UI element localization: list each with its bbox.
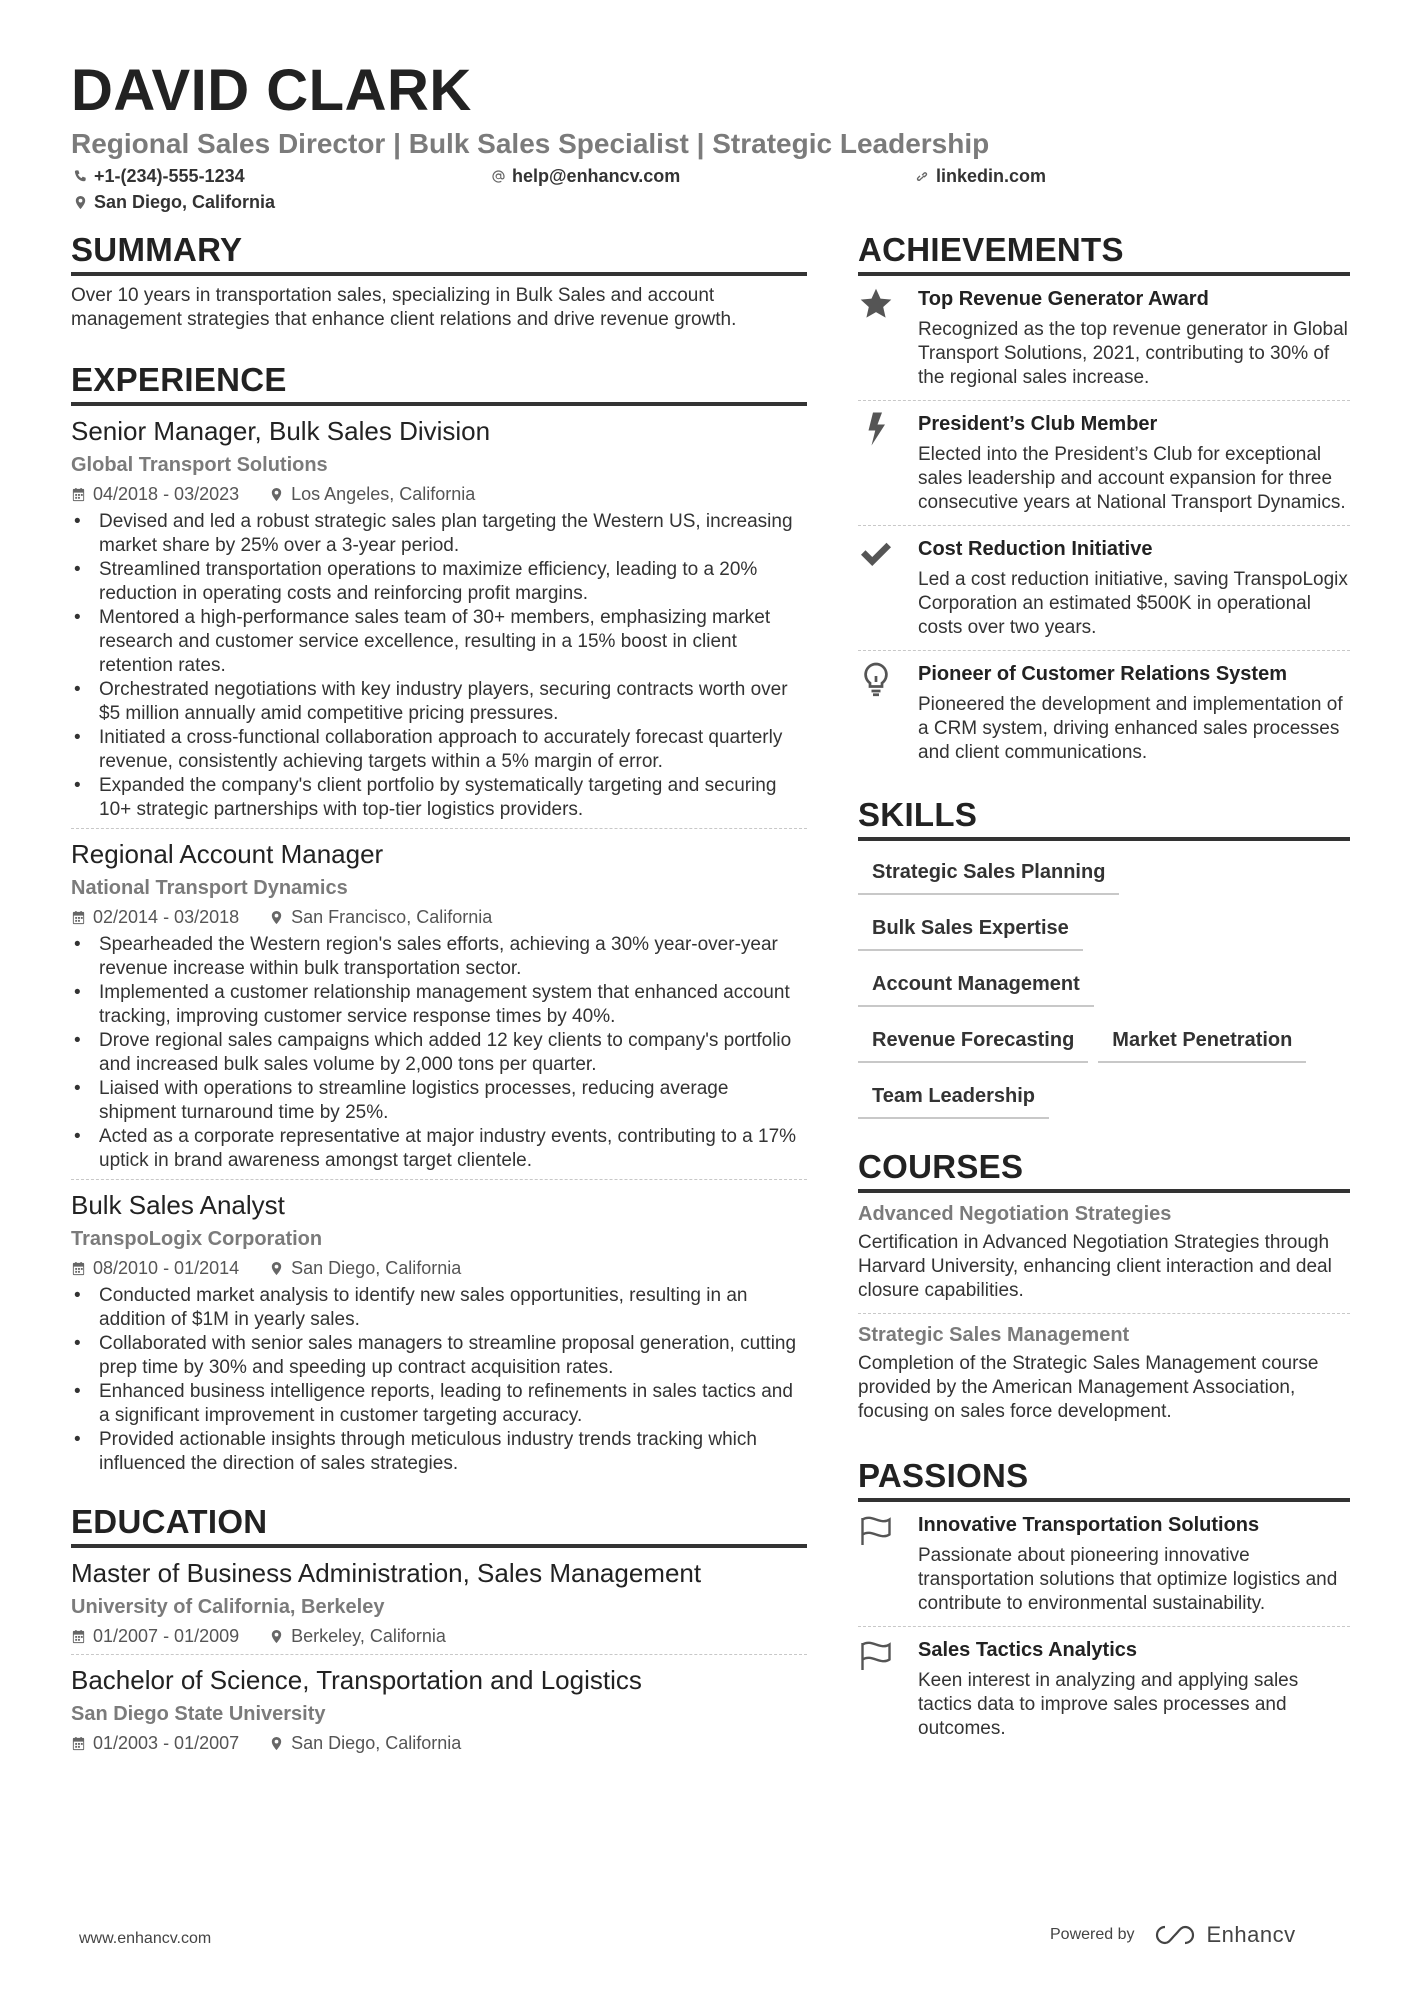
course-item [858, 1314, 1350, 1434]
degree-title: Master of Business Administration, Sales Management [71, 1558, 702, 1588]
education-entry [71, 1548, 807, 1655]
section-heading: PASSIONS [858, 1456, 1350, 1502]
bullet-item: • Conducted market analysis to identify new sales opportunities, resulting in an addition of $1M in yearly sales. [71, 1284, 807, 1332]
achievement-item [858, 651, 1350, 775]
education-meta [71, 1731, 807, 1755]
job-title: Bulk Sales Analyst [71, 1190, 285, 1220]
education-location [269, 1624, 446, 1648]
location-pin-icon [269, 1629, 284, 1644]
passion-item [858, 1627, 1350, 1751]
lightning-icon [858, 411, 894, 447]
calendar-icon [71, 910, 86, 925]
achievement-title: Cost Reduction Initiative [918, 538, 1153, 560]
location-pin-icon [269, 910, 284, 925]
footer-website[interactable]: www.enhancv.com [79, 1930, 212, 1947]
job-entry [71, 406, 807, 829]
education-entry [71, 1655, 807, 1761]
school-name: University of California, Berkeley [71, 1596, 385, 1618]
achievement-icon [858, 286, 918, 390]
achievement-icon [858, 536, 918, 640]
achievement-title: President’s Club Member [918, 413, 1158, 435]
phone-icon [73, 169, 88, 184]
achievement-item [858, 401, 1350, 526]
job-entry [71, 1180, 807, 1482]
job-entry [71, 829, 807, 1180]
bullet-item: • Expanded the company's client portfolio by systematically targeting and securing 10+ strategic partnerships with top-tier logistics providers. [71, 774, 807, 822]
passion-icon [858, 1637, 918, 1741]
dates-text: 01/2007 - 01/2009 [93, 1626, 240, 1646]
footer-brand [1050, 1922, 1296, 1948]
dates-text: 08/2010 - 01/2014 [93, 1258, 240, 1278]
summary-text: Over 10 years in transportation sales, specializing in Bulk Sales and account management strategies that enhance client relations and drive revenue growth. [71, 285, 737, 330]
bullet-item: • Initiated a cross-functional collaboration approach to accurately forecast quarterly revenue, consistently achieving targets within a 5% margin of error. [71, 726, 807, 774]
location-text: Los Angeles, California [291, 484, 476, 504]
section-heading: SUMMARY [71, 230, 807, 276]
bullet-item: • Mentored a high-performance sales team of 30+ members, emphasizing market research and customer service excellence, resulting in a 15% boost in client retention rates. [71, 606, 807, 678]
bullet-item: • Liaised with operations to streamline logistics processes, reducing average shipment turnaround time by 25%. [71, 1077, 807, 1125]
job-bullets [71, 933, 807, 1173]
skills-list [858, 853, 1350, 1133]
bullet-item: • Enhanced business intelligence reports, leading to refinements in sales tactics and a significant improvement in customer targeting accuracy. [71, 1380, 807, 1428]
enhancv-logo[interactable] [1153, 1922, 1296, 1948]
calendar-icon [71, 1261, 86, 1276]
location-text: Berkeley, California [291, 1626, 446, 1646]
job-location [269, 905, 492, 929]
job-bullets [71, 1284, 807, 1476]
email-address[interactable]: help@enhancv.com [512, 166, 681, 186]
education-dates [71, 1624, 239, 1648]
left-column [71, 230, 807, 1761]
contact-location [73, 192, 275, 213]
course-item [858, 1193, 1350, 1314]
achievement-item [858, 276, 1350, 401]
passions-section [858, 1456, 1350, 1751]
brand-name: Enhancv [1206, 1922, 1296, 1947]
linkedin-url[interactable]: linkedin.com [936, 166, 1047, 186]
education-meta [71, 1624, 807, 1648]
candidate-title: Regional Sales Director | Bulk Sales Specialist | Strategic Leadership [71, 128, 990, 159]
course-desc: Completion of the Strategic Sales Management course provided by the American Management Association, focusing on sales force development. [858, 1353, 1319, 1422]
job-title: Senior Manager, Bulk Sales Division [71, 416, 491, 446]
skill-tag: Team Leadership [858, 1077, 1049, 1119]
skill-tag: Revenue Forecasting [858, 1021, 1088, 1063]
bullet-item: • Orchestrated negotiations with key industry players, securing contracts worth over $5 million annually amid competitive pricing pressures. [71, 678, 807, 726]
skill-tag: Account Management [858, 965, 1094, 1007]
education-location [269, 1731, 461, 1755]
achievement-title: Pioneer of Customer Relations System [918, 663, 1287, 685]
achievement-desc: Led a cost reduction initiative, saving TranspoLogix Corporation an estimated $500K in operational costs over two years. [918, 569, 1348, 638]
company-name: National Transport Dynamics [71, 877, 348, 899]
calendar-icon [71, 487, 86, 502]
section-heading: EXPERIENCE [71, 360, 807, 406]
job-meta [71, 1256, 807, 1280]
section-heading: EDUCATION [71, 1502, 807, 1548]
job-dates [71, 1256, 239, 1280]
bullet-item: • Streamlined transportation operations to maximize efficiency, leading to a 20% reduction in operating costs and reinforcing profit margins. [71, 558, 807, 606]
job-meta [71, 482, 807, 506]
location-pin-icon [269, 1261, 284, 1276]
bullet-item: • Implemented a customer relationship management system that enhanced account tracking, improving customer service response times by 40%. [71, 981, 807, 1029]
summary-section [71, 230, 807, 332]
achievement-desc: Recognized as the top revenue generator in Global Transport Solutions, 2021, contributing to 30% of the regional sales increase. [918, 319, 1348, 388]
location-text: San Francisco, California [291, 907, 493, 927]
bullet-item: • Spearheaded the Western region's sales efforts, achieving a 30% year-over-year revenue increase within bulk transportation sector. [71, 933, 807, 981]
job-location [269, 482, 475, 506]
location-pin-icon [269, 487, 284, 502]
achievement-desc: Pioneered the development and implementation of a CRM system, driving enhanced sales processes and client communications. [918, 694, 1343, 763]
passion-title: Innovative Transportation Solutions [918, 1514, 1260, 1536]
school-name: San Diego State University [71, 1703, 326, 1725]
contact-phone [73, 166, 245, 187]
achievement-desc: Elected into the President’s Club for exceptional sales leadership and account expansion for three consecutive years at National Transport Dynamics. [918, 444, 1346, 513]
bullet-item: • Provided actionable insights through meticulous industry trends tracking which influenced the direction of sales strategies. [71, 1428, 807, 1476]
resume-header [71, 58, 1351, 222]
skill-tag: Strategic Sales Planning [858, 853, 1119, 895]
achievement-title: Top Revenue Generator Award [918, 288, 1209, 310]
passion-desc: Keen interest in analyzing and applying sales tactics data to improve sales processes and outcomes. [918, 1670, 1299, 1739]
job-bullets [71, 510, 807, 822]
section-heading: COURSES [858, 1147, 1350, 1193]
passion-desc: Passionate about pioneering innovative transportation solutions that optimize logistics and contribute to environmental sustainability. [918, 1545, 1338, 1614]
company-name: Global Transport Solutions [71, 454, 328, 476]
phone-number: +1-(234)-555-1234 [94, 166, 245, 186]
location-pin-icon [73, 195, 88, 210]
section-heading: SKILLS [858, 795, 1350, 841]
location-text: San Diego, California [291, 1258, 462, 1278]
flag-icon [858, 1512, 894, 1548]
dates-text: 02/2014 - 03/2018 [93, 907, 240, 927]
lightbulb-icon [858, 661, 894, 697]
achievement-item [858, 526, 1350, 651]
star-icon [858, 286, 894, 322]
course-title: Advanced Negotiation Strategies [858, 1203, 1172, 1225]
job-title: Regional Account Manager [71, 839, 384, 869]
calendar-icon [71, 1629, 86, 1644]
dates-text: 01/2003 - 01/2007 [93, 1733, 240, 1753]
contact-linkedin[interactable] [915, 166, 1046, 187]
link-icon [915, 169, 930, 184]
job-dates [71, 905, 239, 929]
dates-text: 04/2018 - 03/2023 [93, 484, 240, 504]
location-text: San Diego, California [291, 1733, 462, 1753]
bullet-item: • Drove regional sales campaigns which added 12 key clients to company's portfolio and increased bulk sales volume by 2,000 tons per quarter. [71, 1029, 807, 1077]
bullet-item: • Devised and led a robust strategic sales plan targeting the Western US, increasing market share by 25% over a 3-year period. [71, 510, 807, 558]
right-column [858, 230, 1350, 1751]
skill-tag: Bulk Sales Expertise [858, 909, 1083, 951]
passion-item [858, 1502, 1350, 1627]
achievement-icon [858, 411, 918, 515]
powered-by-label: Powered by [1050, 1926, 1135, 1943]
course-title: Strategic Sales Management [858, 1324, 1130, 1346]
calendar-icon [71, 1736, 86, 1751]
achievements-section [858, 230, 1350, 775]
achievement-icon [858, 661, 918, 765]
course-desc: Certification in Advanced Negotiation Strategies through Harvard University, enhancing client interaction and deal closure capabilities. [858, 1232, 1332, 1301]
location-text: San Diego, California [94, 192, 276, 212]
degree-title: Bachelor of Science, Transportation and Logistics [71, 1665, 642, 1695]
education-dates [71, 1731, 239, 1755]
experience-section [71, 360, 807, 1482]
flag-icon [858, 1637, 894, 1673]
contact-email[interactable] [491, 166, 680, 187]
section-heading: ACHIEVEMENTS [858, 230, 1350, 276]
contact-info [71, 166, 1351, 222]
enhancv-logo-icon [1153, 1923, 1199, 1947]
company-name: TranspoLogix Corporation [71, 1228, 323, 1250]
bullet-item: • Acted as a corporate representative at major industry events, contributing to a 17% uptick in brand awareness amongst target clientele. [71, 1125, 807, 1173]
job-location [269, 1256, 461, 1280]
skills-section [858, 795, 1350, 1133]
passion-title: Sales Tactics Analytics [918, 1639, 1138, 1661]
job-dates [71, 482, 239, 506]
passion-icon [858, 1512, 918, 1616]
job-meta [71, 905, 807, 929]
location-pin-icon [269, 1736, 284, 1751]
candidate-name: DAVID CLARK [71, 58, 472, 123]
courses-section [858, 1147, 1350, 1434]
at-icon [491, 169, 506, 184]
bullet-item: • Collaborated with senior sales managers to streamline proposal generation, cutting prep time by 30% and speeding up contract acquisition rates. [71, 1332, 807, 1380]
skill-tag: Market Penetration [1098, 1021, 1306, 1063]
checkmark-icon [858, 536, 894, 572]
education-section [71, 1502, 807, 1761]
